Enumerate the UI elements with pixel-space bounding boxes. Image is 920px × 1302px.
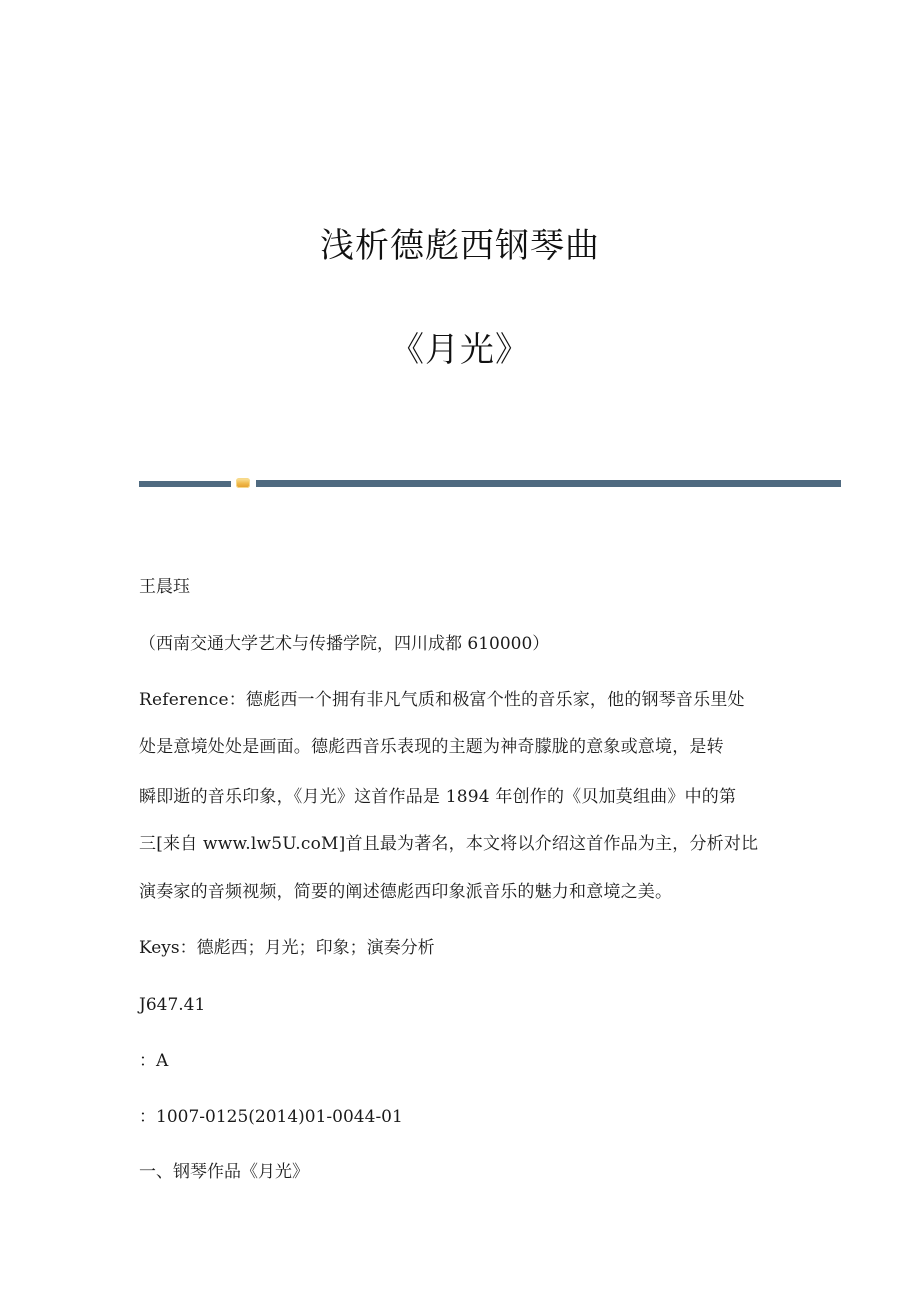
- abstract-line: 演奏家的音频视频，简要的阐述德彪西印象派音乐的魅力和意境之美。: [139, 882, 673, 902]
- title-line-2: 《月光》: [390, 330, 530, 370]
- abstract-line: 处是意境处处是画面。德彪西音乐表现的主题为神奇朦胧的意象或意境，是转: [139, 737, 724, 757]
- classification-number: J647.41: [139, 995, 206, 1015]
- title-divider: [139, 480, 841, 490]
- abstract-line: 三[来自 www.lw5U.coM]首且最为著名，本文将以介绍这首作品为主，分析对比: [139, 834, 759, 854]
- divider-bar-left: [139, 481, 231, 487]
- article-id: ：1007-0125(2014)01-0044-01: [139, 1107, 403, 1127]
- keywords: Keys：德彪西；月光；印象；演奏分析: [139, 938, 435, 958]
- document-code: ：A: [139, 1051, 169, 1071]
- author-affiliation: （西南交通大学艺术与传播学院，四川成都 610000）: [139, 634, 550, 654]
- section-heading: 一、钢琴作品《月光》: [139, 1162, 309, 1182]
- abstract-line: 瞬即逝的音乐印象，《月光》这首作品是 1894 年创作的《贝加莫组曲》中的第: [139, 787, 737, 807]
- author-name: 王晨珏: [139, 577, 190, 597]
- divider-bar-right: [256, 480, 841, 487]
- abstract-line: Reference：德彪西一个拥有非凡气质和极富个性的音乐家，他的钢琴音乐里处: [139, 690, 745, 710]
- title-line-1: 浅析德彪西钢琴曲: [320, 226, 600, 266]
- divider-ornament-icon: [236, 478, 250, 488]
